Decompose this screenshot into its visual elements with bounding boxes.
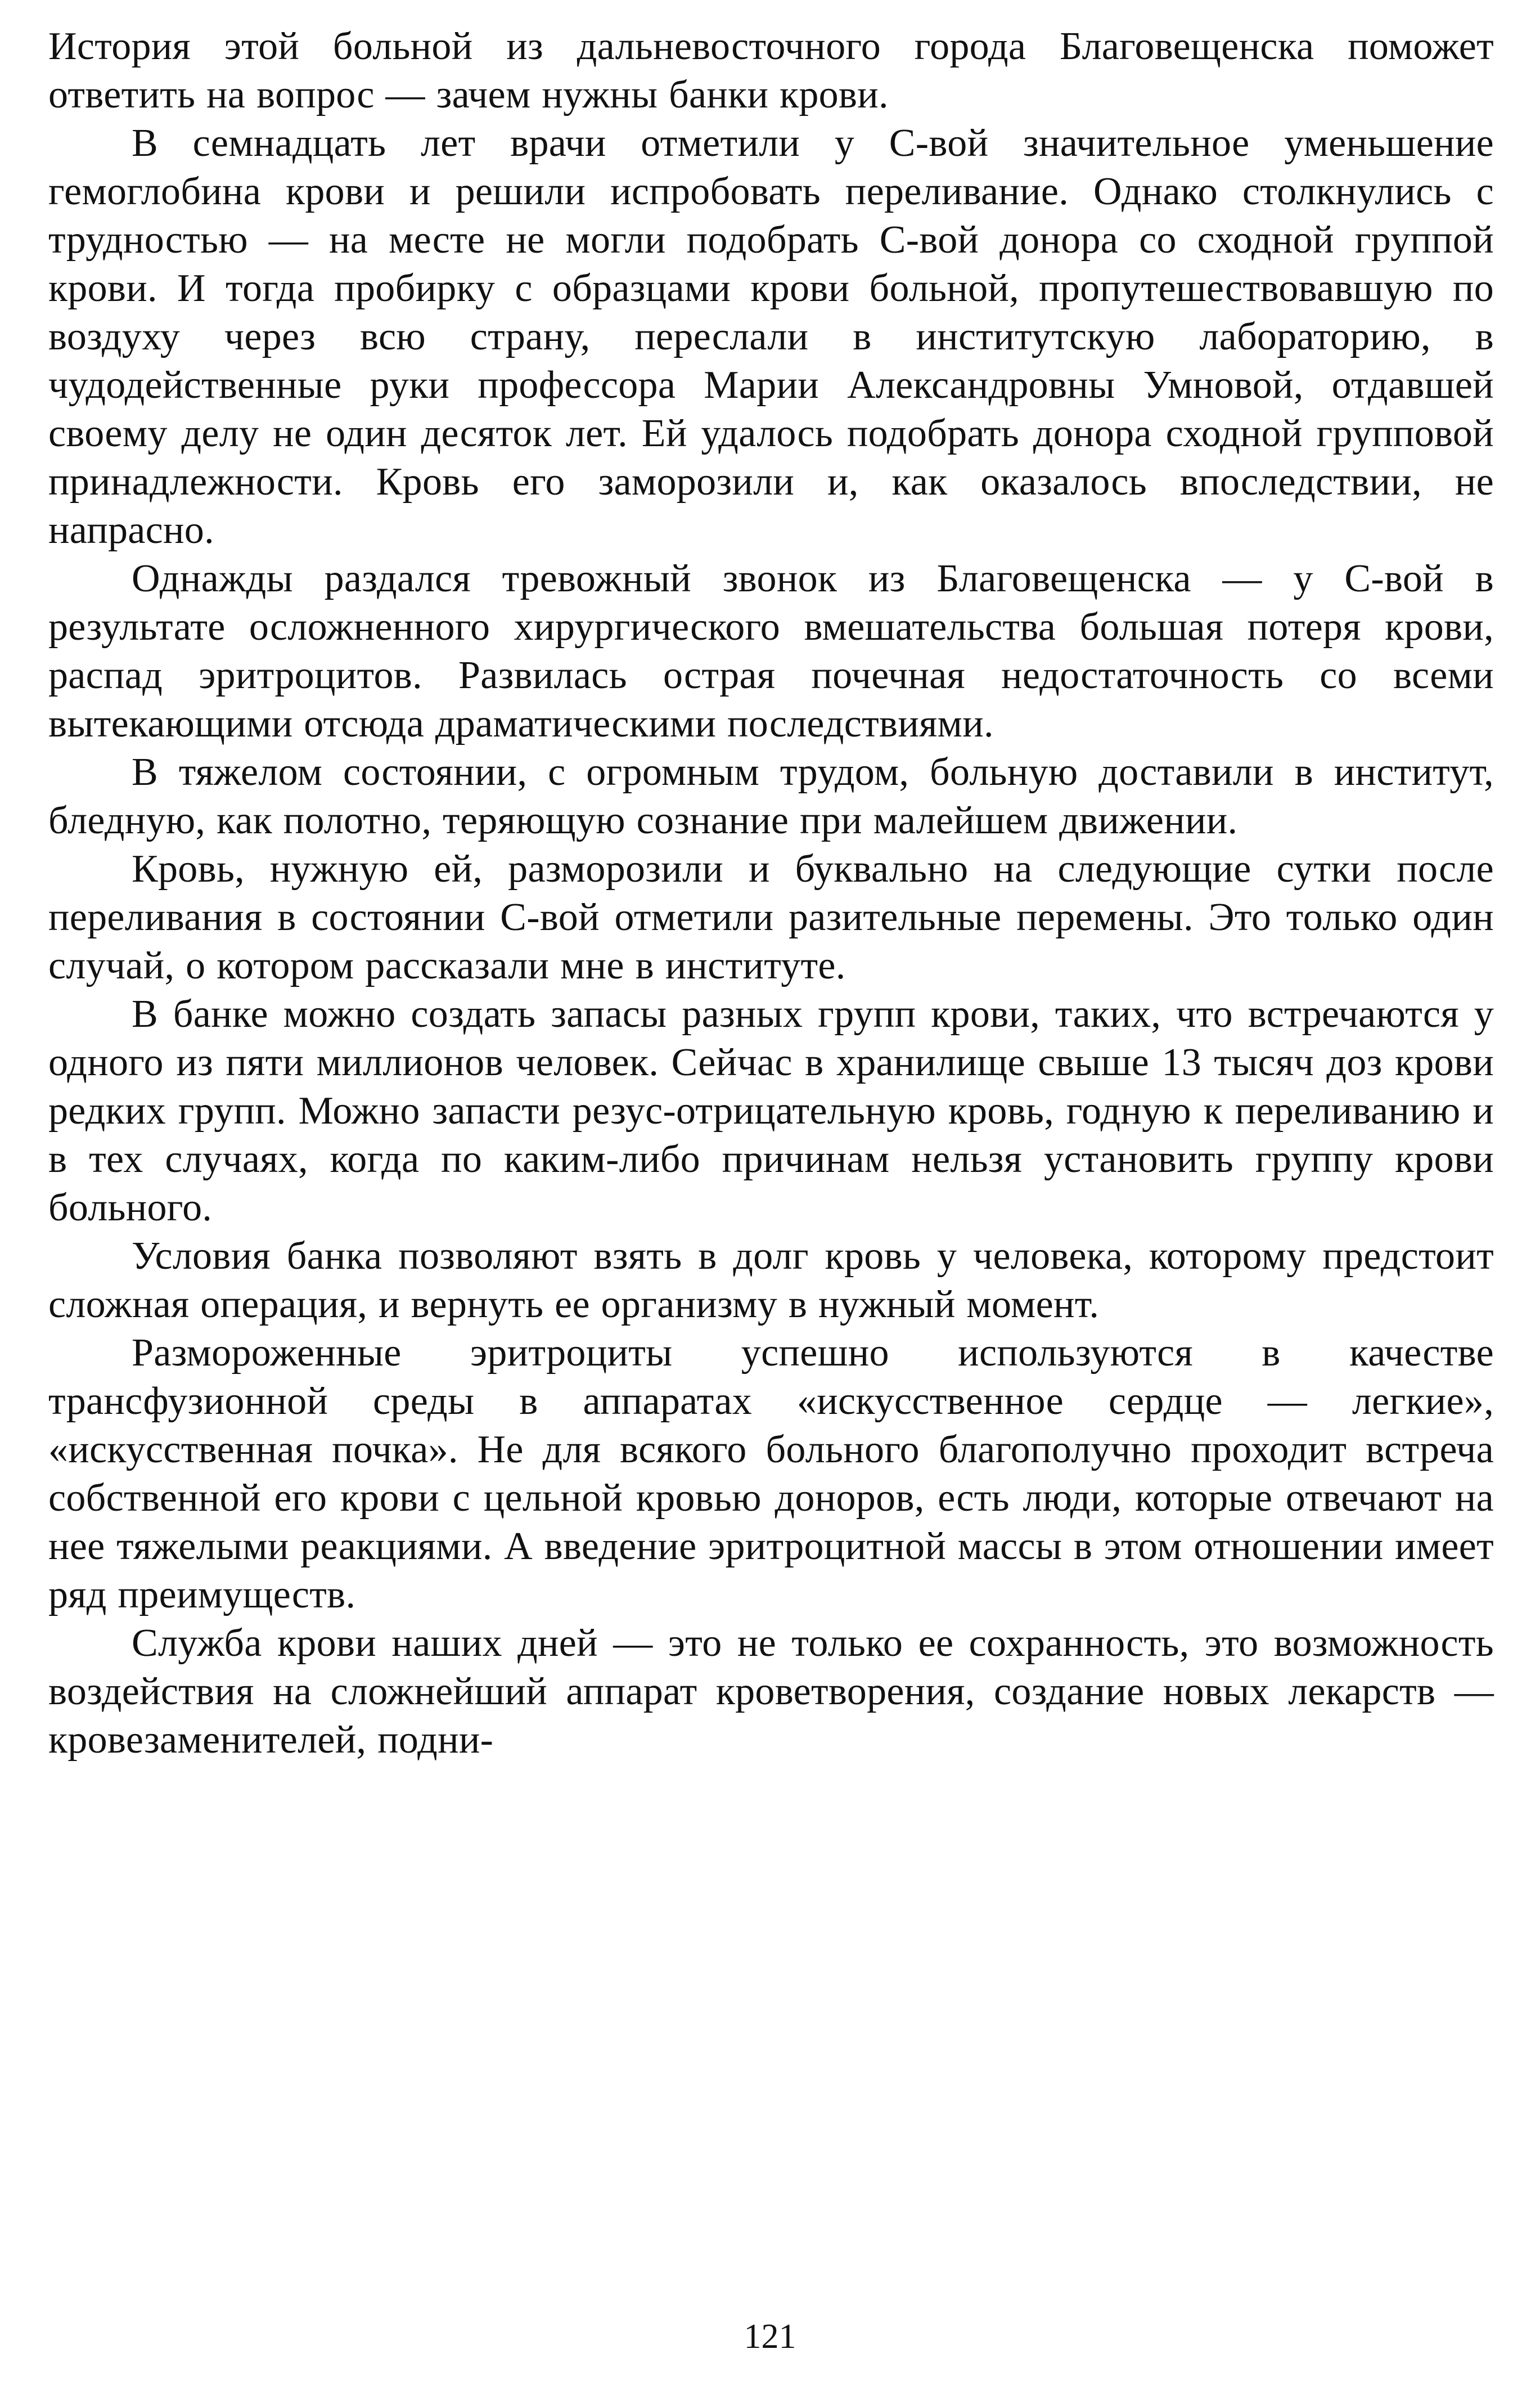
paragraph: Кровь, нужную ей, разморозили и буквально на следующие сутки после переливания в состоянии С-вой отметили разительные перемены. Это только один случай, о котором рассказали мне в институте. (48, 847, 1494, 987)
paragraph: Однажды раздался тревожный звонок из Благовещенска — у С-вой в результате осложненного хирургического вмешательства большая потеря крови, распад эритроцитов. Развилась острая почечная недостаточность со всеми вытекающими отсюда драматическими последствиями. (48, 557, 1494, 745)
paragraph: В тяжелом состоянии, с огромным трудом, больную доставили в институт, бледную, как полотно, теряющую сознание при малейшем движении. (48, 751, 1494, 842)
paragraph: В семнадцать лет врачи отметили у С-вой значительное уменьшение гемоглобина крови и решили испробовать переливание. Однако столкнулись с трудностью — на месте не могли подобрать С-вой донора со сходной группой крови. И тогда пробирку с образцами крови больной, пропутешествовавшую по воздуху через всю страну, переслали в институтскую лабораторию, в чудодейственные руки профессора Марии Александровны Умновой, отдавшей своему делу не один десяток лет. Ей удалось подобрать донора сходной групповой принадлежности. Кровь его заморозили и, как оказалось впоследствии, не напрасно. (48, 122, 1494, 552)
paragraph: Размороженные эритроциты успешно используются в качестве трансфузионной среды в аппаратах «искусственное сердце — легкие», «искусственная почка». Не для всякого больного благополучно проходит встреча собственной его крови с цельной кровью доноров, есть люди, которые отвечают на нее тяжелыми реакциями. А введение эритроцитной массы в этом отношении имеет ряд преимуществ. (48, 1331, 1494, 1616)
paragraph: История этой больной из дальневосточного города Благовещенска поможет ответить на вопрос — зачем нужны банки крови. (48, 25, 1494, 116)
paragraph: В банке можно создать запасы разных групп крови, таких, что встречаются у одного из пяти миллионов человек. Сейчас в хранилище свыше 13 тысяч доз крови редких групп. Можно запасти резус-отрицательную кровь, годную к переливанию и в тех случаях, когда по каким-либо причинам нельзя установить группу крови больного. (48, 992, 1494, 1229)
page-body (48, 23, 1494, 1764)
paragraph: Условия банка позволяют взять в долг кровь у человека, которому предстоит сложная операция, и вернуть ее организму в нужный момент. (48, 1234, 1494, 1326)
paragraph: Служба крови наших дней — это не только ее сохранность, это возможность воздействия на сложнейший аппарат кроветворения, создание новых лекарств — кровезаменителей, подни- (48, 1622, 1494, 1762)
page-number: 121 (744, 2317, 796, 2356)
